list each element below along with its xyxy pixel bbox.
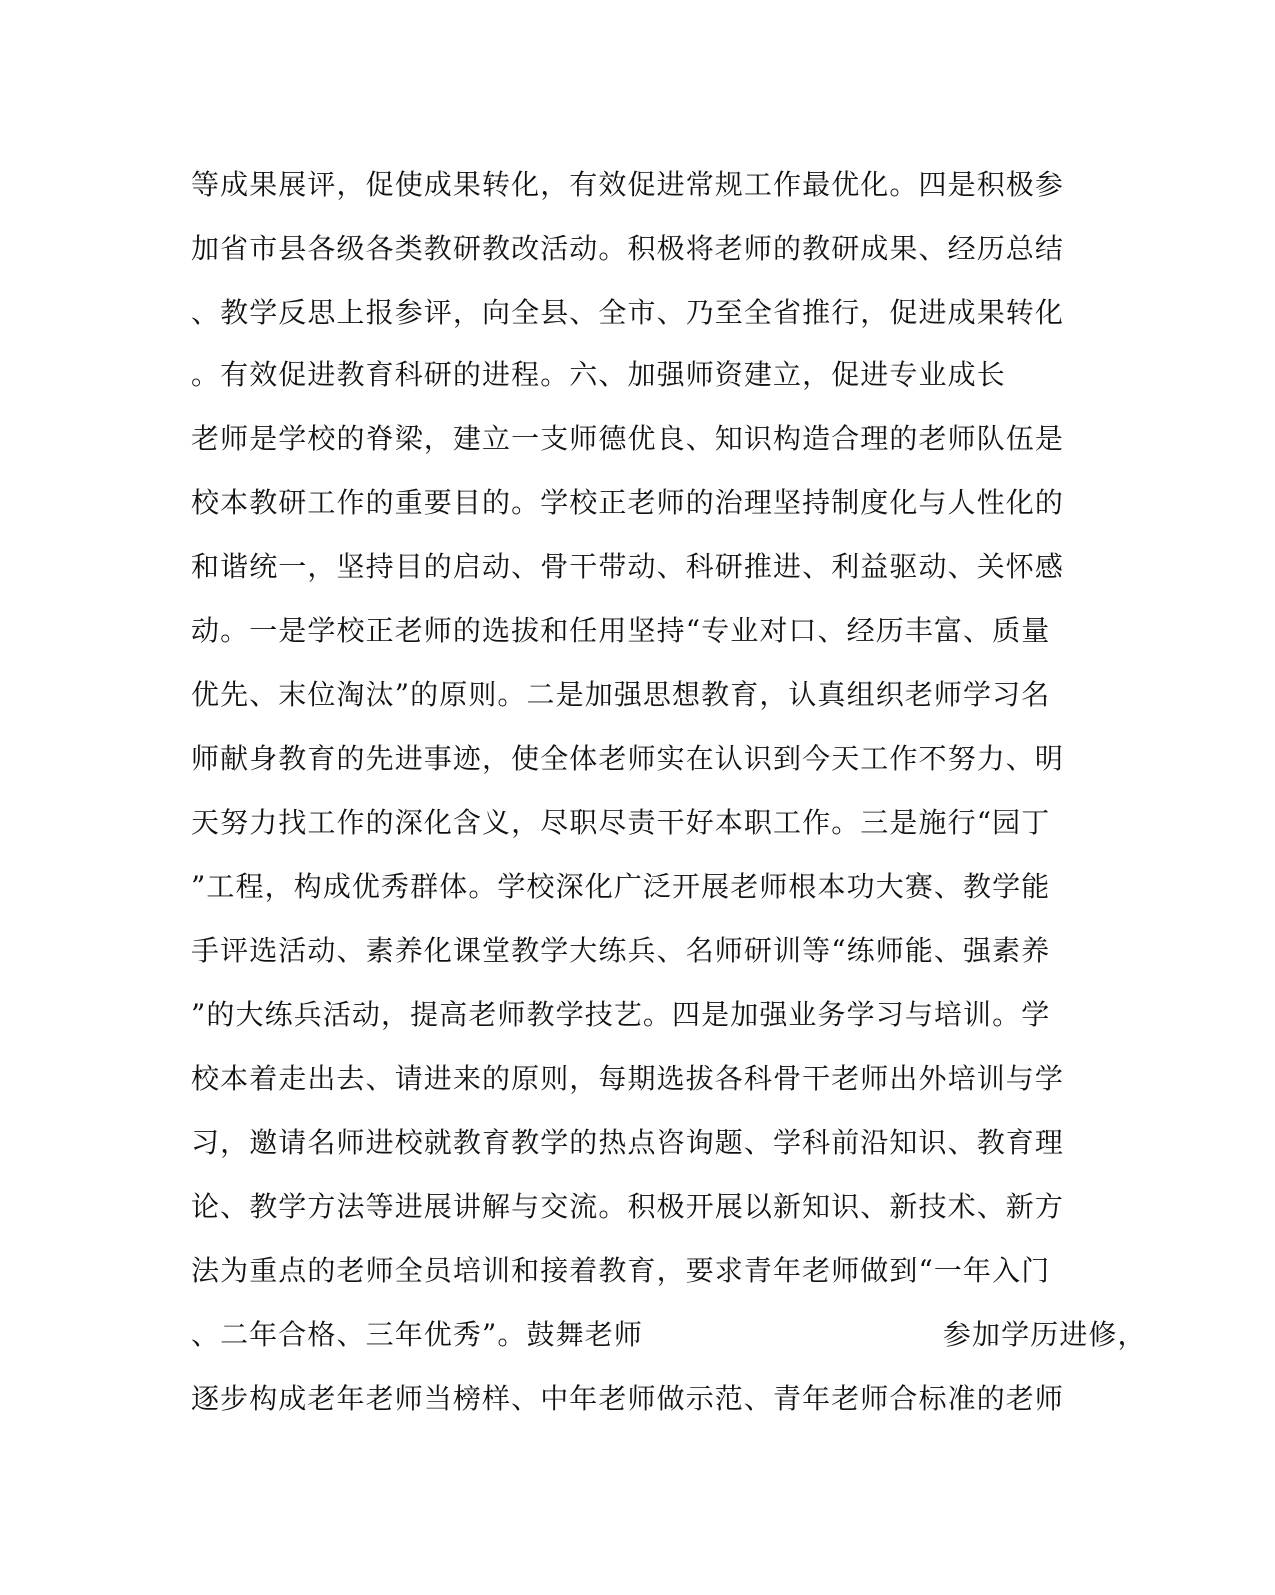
text-line: 动。一是学校正老师的选拔和任用坚持“专业对口、经历丰富、质量: [191, 614, 1051, 647]
text-line: 校本着走出去、请进来的原则，每期选拔各科骨干老师出外培训与学: [191, 1062, 1065, 1095]
text-line: 加省市县各级各类教研教改活动。积极将老师的教研成果、经历总结: [191, 232, 1065, 265]
text-line: 校本教研工作的重要目的。学校正老师的治理坚持制度化与人性化的: [191, 486, 1065, 519]
text-line: 法为重点的老师全员培训和接着教育，要求青年老师做到“一年入门: [191, 1254, 1051, 1287]
text-line: 优先、末位淘汰”的原则。二是加强思想教育，认真组织老师学习名: [191, 678, 1051, 711]
text-line: 、二年合格、三年优秀”。鼓舞老师 参加学历进修，: [191, 1318, 1147, 1351]
text-line: 论、教学方法等进展讲解与交流。积极开展以新知识、新技术、新方: [191, 1190, 1065, 1223]
text-line: 师献身教育的先进事迹，使全体老师实在认识到今天工作不努力、明: [191, 742, 1065, 775]
text-line: 和谐统一，坚持目的启动、骨干带动、科研推进、利益驱动、关怀感: [191, 550, 1065, 583]
text-line: 习，邀请名师进校就教育教学的热点咨询题、学科前沿知识、教育理: [191, 1126, 1065, 1159]
text-line: ”工程，构成优秀群体。学校深化广泛开展老师根本功大赛、教学能: [191, 870, 1051, 903]
text-line: 。有效促进教育科研的进程。六、加强师资建立，促进专业成长: [191, 358, 1006, 391]
text-line: 逐步构成老年老师当榜样、中年老师做示范、青年老师合标准的老师: [191, 1382, 1065, 1415]
text-line: 老师是学校的脊梁，建立一支师德优良、知识构造合理的老师队伍是: [191, 422, 1065, 455]
text-line: 手评选活动、素养化课堂教学大练兵、名师研训等“练师能、强素养: [191, 934, 1051, 967]
text-line: 、教学反思上报参评，向全县、全市、乃至全省推行，促进成果转化: [191, 296, 1065, 329]
text-line: ”的大练兵活动，提高老师教学技艺。四是加强业务学习与培训。学: [191, 998, 1051, 1031]
text-line: 天努力找工作的深化含义，尽职尽责干好本职工作。三是施行“园丁: [191, 806, 1051, 839]
text-line: 等成果展评，促使成果转化，有效促进常规工作最优化。四是积极参: [191, 168, 1065, 201]
